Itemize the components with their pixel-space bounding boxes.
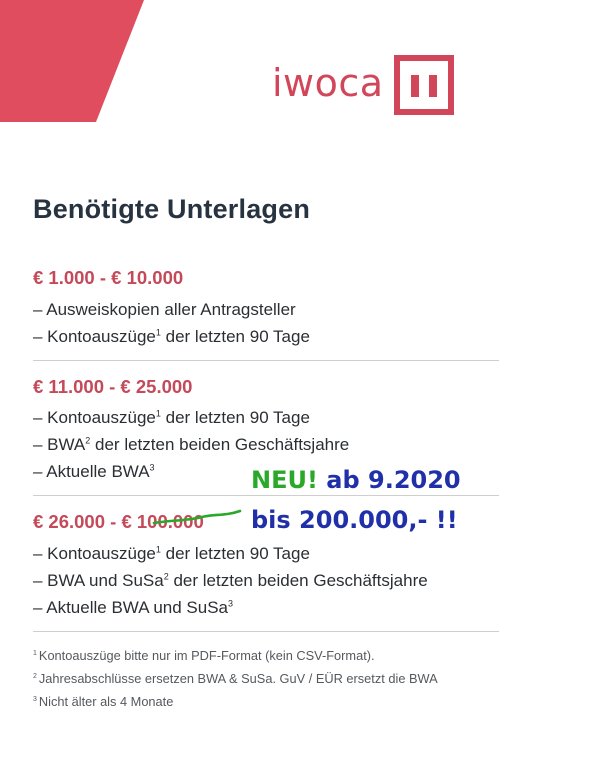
iwoca-logo-icon: [394, 55, 454, 115]
annotation-up-to: bis 200.000,- !!: [251, 506, 458, 534]
footnote-2: $^2$ Jahresabschlüsse ersetzen BWA & SuSa. GuV / EÜR ersetzt die BWA: [33, 671, 438, 686]
footnote-3: $^3$ Nicht älter als 4 Monate: [33, 694, 174, 709]
iwoca-logo: [272, 55, 454, 115]
corner-decoration: [0, 0, 150, 122]
section-2-item-1: – Kontoauszüge$^1$ der letzten 90 Tage: [33, 408, 310, 427]
section-2-item-3: – Aktuelle BWA$^3$: [33, 462, 155, 481]
footnote-1: $^1$ Kontoauszüge bitte nur im PDF-Format (kein CSV-Format).: [33, 648, 375, 663]
divider: [33, 631, 499, 632]
divider: [33, 495, 499, 496]
section-2-item-2: – BWA$^2$ der letzten beiden Geschäftsjahre: [33, 435, 350, 454]
section-1-item-2: – Kontoauszüge$^1$ der letzten 90 Tage: [33, 327, 310, 346]
section-3-item-3: – Aktuelle BWA und SuSa$^3$: [33, 598, 234, 617]
section-3-item-1: – Kontoauszüge$^1$ der letzten 90 Tage: [33, 544, 310, 563]
handwritten-strikethrough: [152, 508, 242, 528]
section-1-range: € 1.000 - € 10.000: [33, 267, 184, 288]
page-title: Benötigte Unterlagen: [33, 194, 311, 224]
logo-wordmark: iwoca: [272, 61, 384, 105]
section-3-range: € 26.000 - € 100.000: [33, 511, 204, 532]
section-1-item-1: – Ausweiskopien aller Antragsteller: [33, 300, 296, 319]
annotation-new-from: NEU! ab 9.2020: [251, 466, 461, 494]
section-3-item-2: – BWA und SuSa$^2$ der letzten beiden Geschäftsjahre: [33, 571, 428, 590]
section-2-range: € 11.000 - € 25.000: [33, 376, 193, 397]
divider: [33, 360, 499, 361]
